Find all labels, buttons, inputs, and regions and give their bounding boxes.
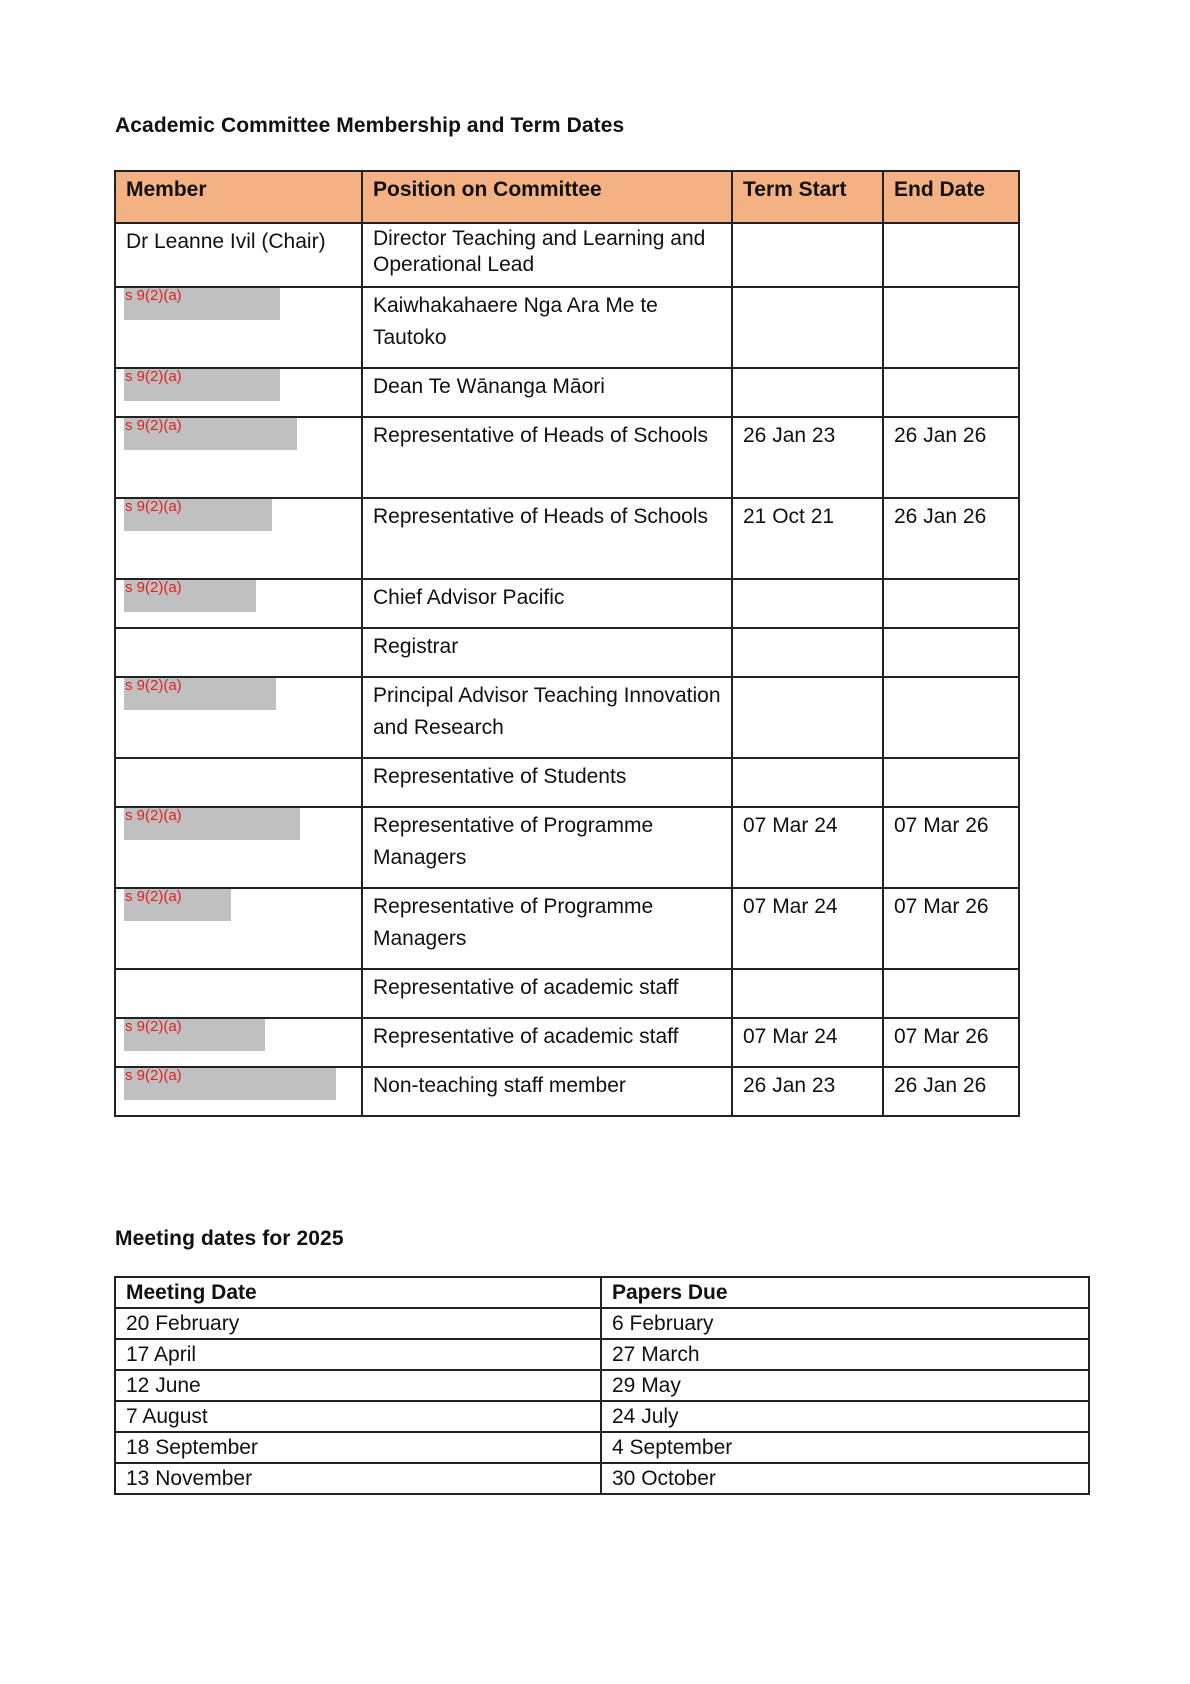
end-date-cell: 07 Mar 26 xyxy=(883,888,1019,969)
redaction-box: s 9(2)(a) xyxy=(124,808,300,840)
position-cell: Registrar xyxy=(362,628,732,677)
position-cell: Representative of Heads of Schools xyxy=(362,417,732,498)
term-start-cell: 26 Jan 23 xyxy=(732,1067,883,1116)
position-cell: Kaiwhakahaere Nga Ara Me te Tautoko xyxy=(362,287,732,368)
membership-row xyxy=(115,368,1019,417)
meeting-date-cell: 17 April xyxy=(115,1339,601,1370)
membership-row xyxy=(115,287,1019,368)
membership-table xyxy=(114,170,1020,1117)
member-cell xyxy=(115,758,362,807)
membership-title: Academic Committee Membership and Term Dates xyxy=(115,114,625,137)
meetings-header-row xyxy=(115,1277,1089,1308)
member-cell xyxy=(115,888,362,969)
meeting-row xyxy=(115,1339,1089,1370)
position-cell: Chief Advisor Pacific xyxy=(362,579,732,628)
position-cell: Representative of Students xyxy=(362,758,732,807)
end-date-cell xyxy=(883,758,1019,807)
redaction-box: s 9(2)(a) xyxy=(124,288,280,320)
term-start-cell: 26 Jan 23 xyxy=(732,417,883,498)
end-date-cell: 26 Jan 26 xyxy=(883,417,1019,498)
redaction-box: s 9(2)(a) xyxy=(124,369,280,401)
end-date-cell xyxy=(883,628,1019,677)
term-start-cell xyxy=(732,368,883,417)
membership-rows xyxy=(115,223,1019,1116)
meeting-date-cell: 13 November xyxy=(115,1463,601,1494)
meeting-row xyxy=(115,1432,1089,1463)
membership-row xyxy=(115,579,1019,628)
papers-due-cell: 30 October xyxy=(601,1463,1089,1494)
header-term-start: Term Start xyxy=(732,171,883,223)
member-cell xyxy=(115,498,362,579)
term-start-cell xyxy=(732,758,883,807)
term-start-cell xyxy=(732,677,883,758)
end-date-cell xyxy=(883,677,1019,758)
redaction-box: s 9(2)(a) xyxy=(124,1019,265,1051)
membership-row xyxy=(115,807,1019,888)
end-date-cell xyxy=(883,368,1019,417)
position-cell: Representative of Programme Managers xyxy=(362,888,732,969)
position-cell: Director Teaching and Learning and Operational Lead xyxy=(362,223,732,287)
meeting-date-cell: 7 August xyxy=(115,1401,601,1432)
meeting-date-cell: 20 February xyxy=(115,1308,601,1339)
meeting-row xyxy=(115,1308,1089,1339)
term-start-cell xyxy=(732,969,883,1018)
term-start-cell xyxy=(732,579,883,628)
membership-row xyxy=(115,1018,1019,1067)
header-meeting-date: Meeting Date xyxy=(115,1277,601,1308)
member-cell xyxy=(115,1067,362,1116)
membership-row xyxy=(115,223,1019,287)
position-cell: Representative of academic staff xyxy=(362,1018,732,1067)
term-start-cell xyxy=(732,628,883,677)
meetings-rows xyxy=(115,1308,1089,1494)
end-date-cell xyxy=(883,579,1019,628)
redaction-box: s 9(2)(a) xyxy=(124,678,276,710)
header-end-date: End Date xyxy=(883,171,1019,223)
position-cell: Non-teaching staff member xyxy=(362,1067,732,1116)
redaction-box: s 9(2)(a) xyxy=(124,418,297,450)
position-cell: Representative of Heads of Schools xyxy=(362,498,732,579)
header-position: Position on Committee xyxy=(362,171,732,223)
member-cell xyxy=(115,417,362,498)
membership-row xyxy=(115,969,1019,1018)
membership-row xyxy=(115,628,1019,677)
position-cell: Representative of academic staff xyxy=(362,969,732,1018)
member-cell xyxy=(115,287,362,368)
term-start-cell: 07 Mar 24 xyxy=(732,1018,883,1067)
header-member: Member xyxy=(115,171,362,223)
meeting-date-cell: 18 September xyxy=(115,1432,601,1463)
membership-row xyxy=(115,758,1019,807)
member-cell xyxy=(115,628,362,677)
redaction-box: s 9(2)(a) xyxy=(124,889,231,921)
term-start-cell: 07 Mar 24 xyxy=(732,807,883,888)
papers-due-cell: 4 September xyxy=(601,1432,1089,1463)
membership-row xyxy=(115,417,1019,498)
member-cell xyxy=(115,368,362,417)
member-cell xyxy=(115,677,362,758)
meetings-table xyxy=(114,1276,1090,1495)
position-cell: Representative of Programme Managers xyxy=(362,807,732,888)
term-start-cell xyxy=(732,287,883,368)
papers-due-cell: 6 February xyxy=(601,1308,1089,1339)
member-cell xyxy=(115,1018,362,1067)
membership-row xyxy=(115,888,1019,969)
membership-row xyxy=(115,1067,1019,1116)
membership-row xyxy=(115,498,1019,579)
member-cell xyxy=(115,223,362,287)
end-date-cell xyxy=(883,223,1019,287)
end-date-cell: 07 Mar 26 xyxy=(883,807,1019,888)
redaction-box: s 9(2)(a) xyxy=(124,1068,336,1100)
end-date-cell: 26 Jan 26 xyxy=(883,1067,1019,1116)
member-cell xyxy=(115,807,362,888)
meeting-row xyxy=(115,1463,1089,1494)
redaction-box: s 9(2)(a) xyxy=(124,580,256,612)
term-start-cell xyxy=(732,223,883,287)
member-cell xyxy=(115,579,362,628)
papers-due-cell: 24 July xyxy=(601,1401,1089,1432)
term-start-cell: 07 Mar 24 xyxy=(732,888,883,969)
term-start-cell: 21 Oct 21 xyxy=(732,498,883,579)
end-date-cell: 26 Jan 26 xyxy=(883,498,1019,579)
meeting-row xyxy=(115,1401,1089,1432)
membership-header-row xyxy=(115,171,1019,223)
end-date-cell: 07 Mar 26 xyxy=(883,1018,1019,1067)
header-papers-due: Papers Due xyxy=(601,1277,1089,1308)
papers-due-cell: 27 March xyxy=(601,1339,1089,1370)
meeting-row xyxy=(115,1370,1089,1401)
membership-row xyxy=(115,677,1019,758)
member-cell xyxy=(115,969,362,1018)
end-date-cell xyxy=(883,287,1019,368)
meetings-title: Meeting dates for 2025 xyxy=(115,1227,344,1250)
position-cell: Principal Advisor Teaching Innovation and Research xyxy=(362,677,732,758)
end-date-cell xyxy=(883,969,1019,1018)
position-cell: Dean Te Wānanga Māori xyxy=(362,368,732,417)
member-name: Dr Leanne Ivil (Chair) xyxy=(126,230,326,253)
meeting-date-cell: 12 June xyxy=(115,1370,601,1401)
papers-due-cell: 29 May xyxy=(601,1370,1089,1401)
redaction-box: s 9(2)(a) xyxy=(124,499,272,531)
